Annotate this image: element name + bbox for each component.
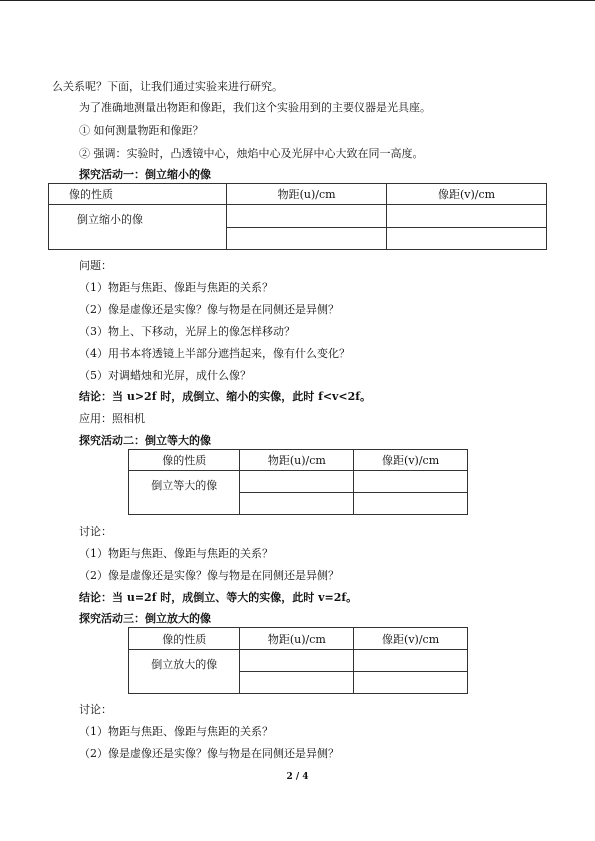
- table-row-label: 倒立等大的像: [129, 471, 240, 515]
- list-item: ② 强调：实验时，凸透镜中心，烛焰中心及光屏中心大致在同一高度。: [79, 147, 424, 160]
- page-number: 2 / 4: [286, 772, 309, 782]
- section-title: 探究活动一：倒立缩小的像: [79, 168, 211, 181]
- table-cell: [240, 650, 354, 672]
- table-cell: [240, 471, 354, 493]
- data-table: [48, 183, 547, 250]
- list-item: （5）对调蜡烛和光屏，成什么像？: [79, 369, 251, 382]
- list-item: （3）物上、下移动，光屏上的像怎样移动？: [79, 325, 295, 338]
- data-table: [128, 627, 468, 694]
- table-row-label: 倒立缩小的像: [49, 205, 227, 250]
- list-item: （2）像是虚像还是实像？像与物是在同侧还是异侧？: [79, 747, 339, 760]
- table-header: 物距(u)/cm: [240, 450, 354, 471]
- list-item: ① 如何测量物距和像距？: [79, 124, 204, 137]
- list-item: （1）物距与焦距、像距与焦距的关系？: [79, 281, 273, 294]
- conclusion: 结论：当 u=2f 时，成倒立、等大的实像，此时 v=2f。: [79, 591, 358, 604]
- section-title: 探究活动三：倒立放大的像: [79, 612, 211, 625]
- data-table: [128, 449, 468, 515]
- table-header: 物距(u)/cm: [240, 628, 354, 650]
- paragraph-line: 么关系呢？下面，让我们通过实验来进行研究。: [52, 80, 283, 93]
- table-header: 像的性质: [129, 450, 240, 471]
- paragraph-line: 为了准确地测量出物距和像距，我们这个实验用到的主要仪器是光具座。: [79, 101, 431, 114]
- table-cell: [240, 672, 354, 694]
- table-header: 像的性质: [49, 184, 227, 205]
- table-header: 像距(v)/cm: [354, 450, 468, 471]
- table-cell: [227, 205, 387, 228]
- header-rule: [0, 0, 595, 1]
- table-cell: [240, 493, 354, 515]
- table-header: 像距(v)/cm: [354, 628, 468, 650]
- table-row-label: 倒立放大的像: [129, 650, 240, 694]
- list-item: （4）用书本将透镜上半部分遮挡起来，像有什么变化？: [79, 347, 350, 360]
- table-cell: [354, 471, 468, 493]
- table-cell: [354, 650, 468, 672]
- table-header: 像的性质: [129, 628, 240, 650]
- conclusion: 结论：当 u>2f 时，成倒立、缩小的实像，此时 f<v<2f。: [79, 390, 372, 403]
- section-title: 探究活动二：倒立等大的像: [79, 434, 211, 447]
- table-cell: [354, 672, 468, 694]
- discussion-title: 讨论：: [79, 703, 112, 716]
- table-cell: [227, 228, 387, 250]
- questions-title: 问题：: [79, 259, 112, 272]
- table-header: 物距(u)/cm: [227, 184, 387, 205]
- list-item: （2）像是虚像还是实像？像与物是在同侧还是异侧？: [79, 569, 339, 582]
- list-item: （2）像是虚像还是实像？像与物是在同侧还是异侧？: [79, 303, 339, 316]
- discussion-title: 讨论：: [79, 525, 112, 538]
- list-item: （1）物距与焦距、像距与焦距的关系？: [79, 725, 273, 738]
- application: 应用：照相机: [79, 412, 145, 425]
- table-cell: [387, 205, 547, 228]
- table-header: 像距(v)/cm: [387, 184, 547, 205]
- list-item: （1）物距与焦距、像距与焦距的关系？: [79, 547, 273, 560]
- table-cell: [354, 493, 468, 515]
- table-cell: [387, 228, 547, 250]
